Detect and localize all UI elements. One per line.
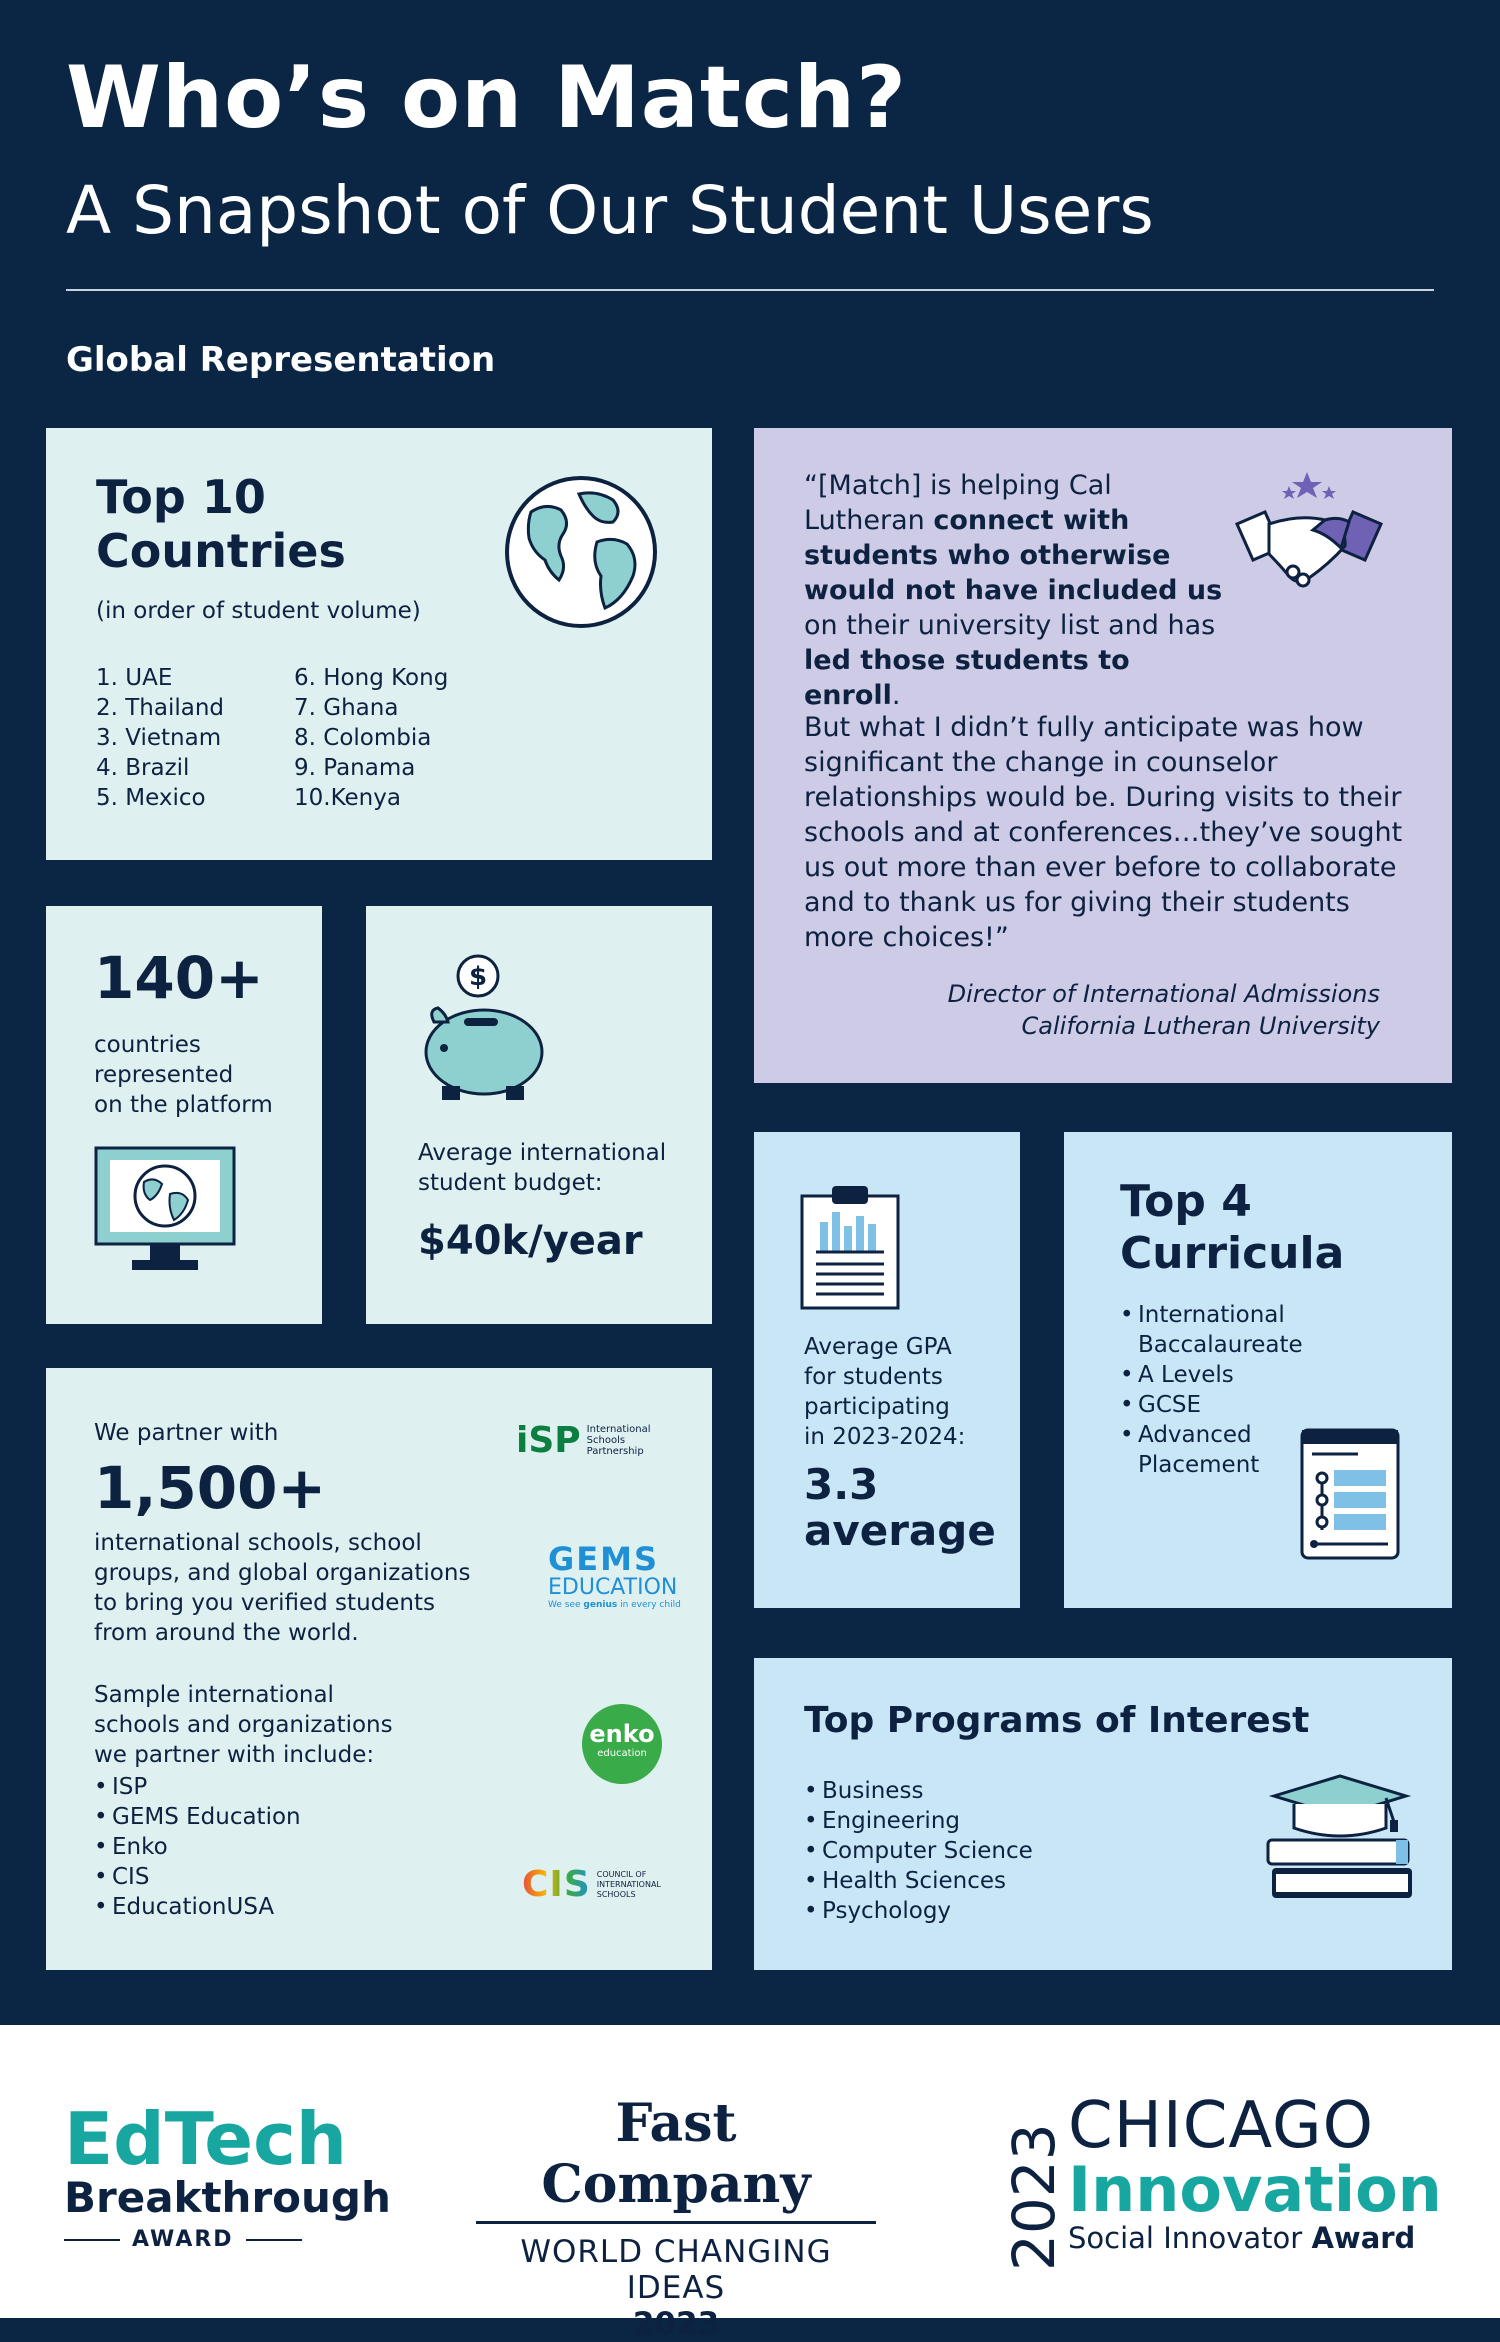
piggy-bank-icon [414,952,554,1104]
list-item: 10.Kenya [294,785,401,811]
budget-card [366,906,712,1324]
globe-icon [501,472,661,632]
enko-logo: enko education [582,1704,662,1784]
edtech-award-logo: EdTech Breakthrough AWARD [64,2097,391,2252]
countries-stat-card [46,906,322,1324]
svg-text:$: $ [468,962,488,992]
page-title: Who’s on Match? [66,48,908,148]
partners-list [94,1772,301,1922]
fast-company-award-logo: Fast Company WORLD CHANGING IDEAS 2023 [476,2093,876,2342]
countries-stat-label: countries represented on the platform [94,1032,273,1118]
clipboard-chart-icon [798,1182,908,1312]
list-item: 1. UAE [96,665,173,691]
gpa-value: 3.3 average [804,1460,996,1555]
list-item: • Enko [94,1832,301,1862]
list-item: • GEMS Education [94,1802,301,1832]
handshake-icon [1229,468,1389,598]
budget-label: Average international student budget: [418,1140,667,1196]
list-item: 9. Panama [294,755,416,781]
page-subtitle: A Snapshot of Our Student Users [66,172,1154,249]
partners-sample-intro: Sample international schools and organizations we partner with include: [94,1682,393,1768]
section-heading: Global Representation [66,340,496,380]
list-item: 6. Hong Kong [294,665,449,691]
list-item: • Psychology [804,1896,1033,1926]
list-item: 2. Thailand [96,695,225,721]
countries-stat-value: 140+ [94,944,264,1012]
chicago-innovation-award-logo: 2023 CHICAGO Innovation Social Innovator Award [1000,2089,1442,2271]
curricula-list [1120,1300,1320,1480]
gpa-card [754,1132,1020,1608]
top-countries-note: (in order of student volume) [96,598,421,624]
partners-description: international schools, school groups, and global organizations to bring you verified students from around the world. [94,1530,471,1646]
list-item: • Advanced Placement [1120,1420,1320,1480]
programs-title: Top Programs of Interest [804,1700,1310,1741]
list-item: • GCSE [1120,1390,1320,1420]
testimonial-card [754,428,1452,1083]
curricula-title: Top 4 Curricula [1120,1176,1345,1279]
list-item: • Health Sciences [804,1866,1033,1896]
quote-attribution: Director of International Admissions California Lutheran University [947,980,1380,1040]
partners-card [46,1368,712,1970]
list-item: • CIS [94,1862,301,1892]
gpa-label: Average GPA for students participating in 2023-2024: [804,1334,966,1450]
list-item: 5. Mexico [96,785,206,811]
monitor-globe-icon [92,1144,242,1276]
programs-card [754,1658,1452,1970]
list-item: 4. Brazil [96,755,190,781]
list-item: • International Baccalaureate [1120,1300,1320,1360]
gems-logo: GEMS EDUCATION We see genius in every child [548,1540,681,1610]
budget-value: $40k/year [418,1218,643,1264]
list-item: 3. Vietnam [96,725,222,751]
list-item: 7. Ghana [294,695,399,721]
partners-value: 1,500+ [94,1454,327,1522]
tablet-list-icon [1298,1426,1402,1562]
partners-intro: We partner with [94,1420,279,1446]
quote-paragraph-2: But what I didn’t fully anticipate was how significant the change in counselor relationships would be. During visits to their schools and at conferences…they’ve sought us out more than ever before to collaborate and to thank us for giving their students more choices!” [804,712,1403,953]
top-countries-title: Top 10 Countries [96,470,346,578]
graduation-books-icon [1264,1768,1414,1908]
countries-list-left [96,663,224,813]
list-item: • Engineering [804,1806,1033,1836]
quote-paragraph-1: “[Match] is helping Cal Lutheran connect with students who otherwise would not have included us on their university list and has led those students to enroll. [804,470,1223,711]
list-item: 8. Colombia [294,725,432,751]
top-countries-card [46,428,712,860]
list-item: • ISP [94,1772,301,1802]
programs-list [804,1776,1033,1926]
awards-footer [0,2025,1500,2342]
list-item: • Computer Science [804,1836,1033,1866]
countries-list-right [294,663,448,813]
header-divider [66,289,1434,291]
cis-logo: CIS COUNCIL OF INTERNATIONAL SCHOOLS [522,1864,661,1905]
isp-logo: iSP International Schools Partnership [516,1420,651,1461]
list-item: • A Levels [1120,1360,1320,1390]
list-item: • EducationUSA [94,1892,301,1922]
curricula-card [1064,1132,1452,1608]
list-item: • Business [804,1776,1033,1806]
